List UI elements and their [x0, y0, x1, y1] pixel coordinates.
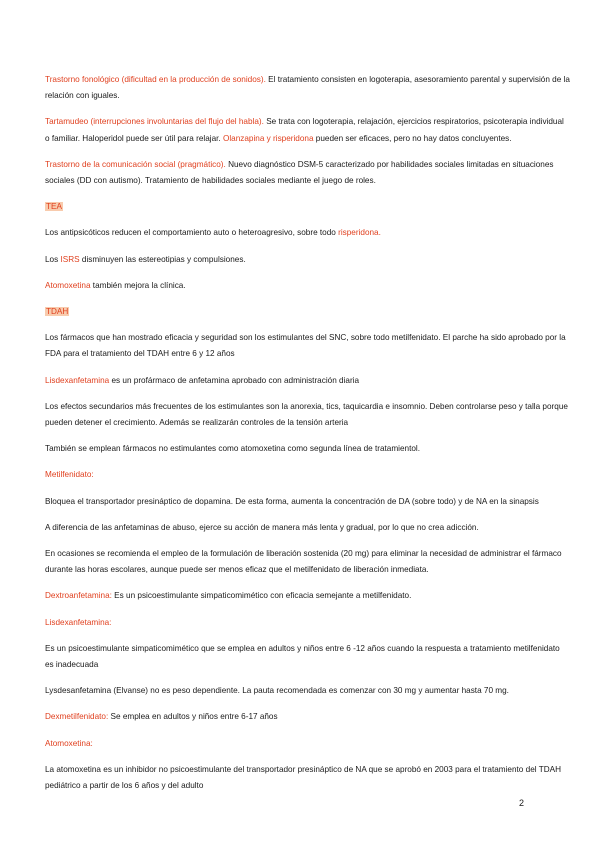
heading-metilfenidato: Metilfenidato:: [45, 470, 94, 480]
paragraph-text: Se emplea en adultos y niños entre 6-17 años: [108, 712, 278, 722]
term-comunicacion-social: Trastorno de la comunicación social (pragmático).: [45, 159, 226, 169]
drug-isrs: ISRS: [60, 254, 80, 264]
paragraph-text: pueden ser eficaces, pero no hay datos concluyentes.: [313, 133, 512, 143]
paragraph-metilfenidato-mecanismo: Bloquea el transportador presináptico de dopamina. De esta forma, aumenta la concentración de DA (sobre todo) y de NA en la sinapsis: [45, 496, 539, 506]
drug-dexmetilfenidato: Dexmetilfenidato:: [45, 712, 109, 722]
term-tartamudeo: Tartamudeo (interrupciones involuntarias del flujo del habla).: [45, 117, 264, 127]
paragraph-trastorno-fonologico: [45, 72, 570, 104]
section-heading-tea: [45, 199, 570, 215]
paragraph-tea-isrs: [45, 252, 570, 268]
paragraph-dexmetilfenidato: [45, 709, 570, 725]
paragraph-tdah-efectos: Los efectos secundarios más frecuentes de los estimulantes son la anorexia, tics, taquicardia e insomnio. Deben controlarse peso y talla porque pueden detener el crecimiento. Además se realizarán controles de la tensión arteria: [45, 401, 568, 428]
section-heading-lisdexanfetamina: [45, 615, 570, 631]
section-heading-atomoxetina: [45, 736, 570, 752]
page-content: [45, 72, 570, 804]
drug-atomoxetina: Atomoxetina: [45, 280, 91, 290]
paragraph-text: también mejora la clínica.: [90, 280, 186, 290]
heading-tdah: TDAH: [46, 307, 69, 317]
drug-olanzapina-risperidona: Olanzapina y risperidona: [222, 133, 314, 143]
paragraph-tartamudeo: [45, 114, 570, 146]
paragraph-tdah-estimulantes: Los fármacos que han mostrado eficacia y seguridad son los estimulantes del SNC, sobre todo metilfenidato. El parche ha sido aprobado por la FDA para el tratamiento del TDAH entre 6 y 12 años: [45, 333, 566, 359]
paragraph-text: Los antipsicóticos reducen el comportamiento auto o heteroagresivo, sobre todo: [45, 228, 339, 238]
paragraph-text: es un profármaco de anfetamina aprobado con administración diaria: [109, 375, 360, 385]
paragraph-metilfenidato-adiccion: A diferencia de las anfetaminas de abuso, ejerce su acción de manera más lenta y gradual, por lo que no crea adicción.: [45, 522, 479, 532]
paragraph-tea-atomoxetina: [45, 278, 570, 294]
paragraph-lisdexanfetamina-pauta: Lysdesanfetamina (Elvanse) no es peso dependiente. La pauta recomendada es comenzar con 30 mg y aumentar hasta 70 mg.: [45, 686, 509, 696]
paragraph-comunicacion-social: [45, 157, 570, 189]
paragraph-text: El tratamiento consisten en logoterapia, asesoramiento parental y supervisión de la relación con iguales.: [45, 75, 570, 101]
section-heading-metilfenidato: [45, 467, 570, 483]
paragraph-text: Se trata con logoterapia, relajación, ejercicios respiratorios, psicoterapia individual o familiar. Haloperidol puede ser útil para relajar.: [45, 117, 564, 143]
heading-lisdexanfetamina: Lisdexanfetamina:: [45, 617, 112, 627]
drug-lisdexanfetamina: Lisdexanfetamina: [45, 375, 110, 385]
paragraph-text: disminuyen las estereotipias y compulsiones.: [79, 254, 246, 264]
paragraph-dextroanfetamina: [45, 588, 570, 604]
term-trastorno-fonologico: Trastorno fonológico (dificultad en la producción de sonidos).: [45, 75, 266, 84]
drug-risperidona: risperidona.: [338, 228, 381, 238]
paragraph-tea-antipsicoticos: [45, 225, 570, 241]
section-heading-tdah: [45, 304, 570, 320]
heading-atomoxetina: Atomoxetina:: [45, 738, 93, 748]
paragraph-lisdexanfetamina-uso: Es un psicoestimulante simpaticomimético que se emplea en adultos y niños entre 6 -12 años cuando la respuesta a tratamiento metilfenidato es inadecuada: [45, 643, 560, 670]
paragraph-text: Es un psicoestimulante simpaticomimético con eficacia semejante a metilfenidato.: [111, 591, 412, 601]
paragraph-tdah-no-estimulantes: También se emplean fármacos no estimulantes como atomoxetina como segunda línea de tratamientol.: [45, 444, 421, 454]
heading-tea: TEA: [46, 202, 62, 212]
paragraph-tdah-lisdexanfetamina: [45, 373, 570, 389]
paragraph-atomoxetina-descripcion: La atomoxetina es un inhibidor no psicoestimulante del transportador presináptico de NA que se aprobó en 2003 para el tratamiento del TDAH pediátrico a partir de los 6 años y del adulto: [45, 764, 561, 791]
paragraph-metilfenidato-liberacion: En ocasiones se recomienda el empleo de la formulación de liberación sostenida (20 mg) para eliminar la necesidad de administrar el fármaco durante las horas escolares, aunque puede ser menos eficaz que el metilfenidato de liberación inmediata.: [45, 549, 562, 575]
page-number: 2: [519, 798, 525, 808]
paragraph-text: Nuevo diagnóstico DSM-5 caracterizado por habilidades sociales limitadas en situaciones sociales (DD con autismo). Tratamiento de habilidades sociales mediante el juego de roles.: [45, 159, 554, 186]
drug-dextroanfetamina: Dextroanfetamina:: [45, 591, 112, 601]
paragraph-text: Los: [45, 254, 61, 264]
